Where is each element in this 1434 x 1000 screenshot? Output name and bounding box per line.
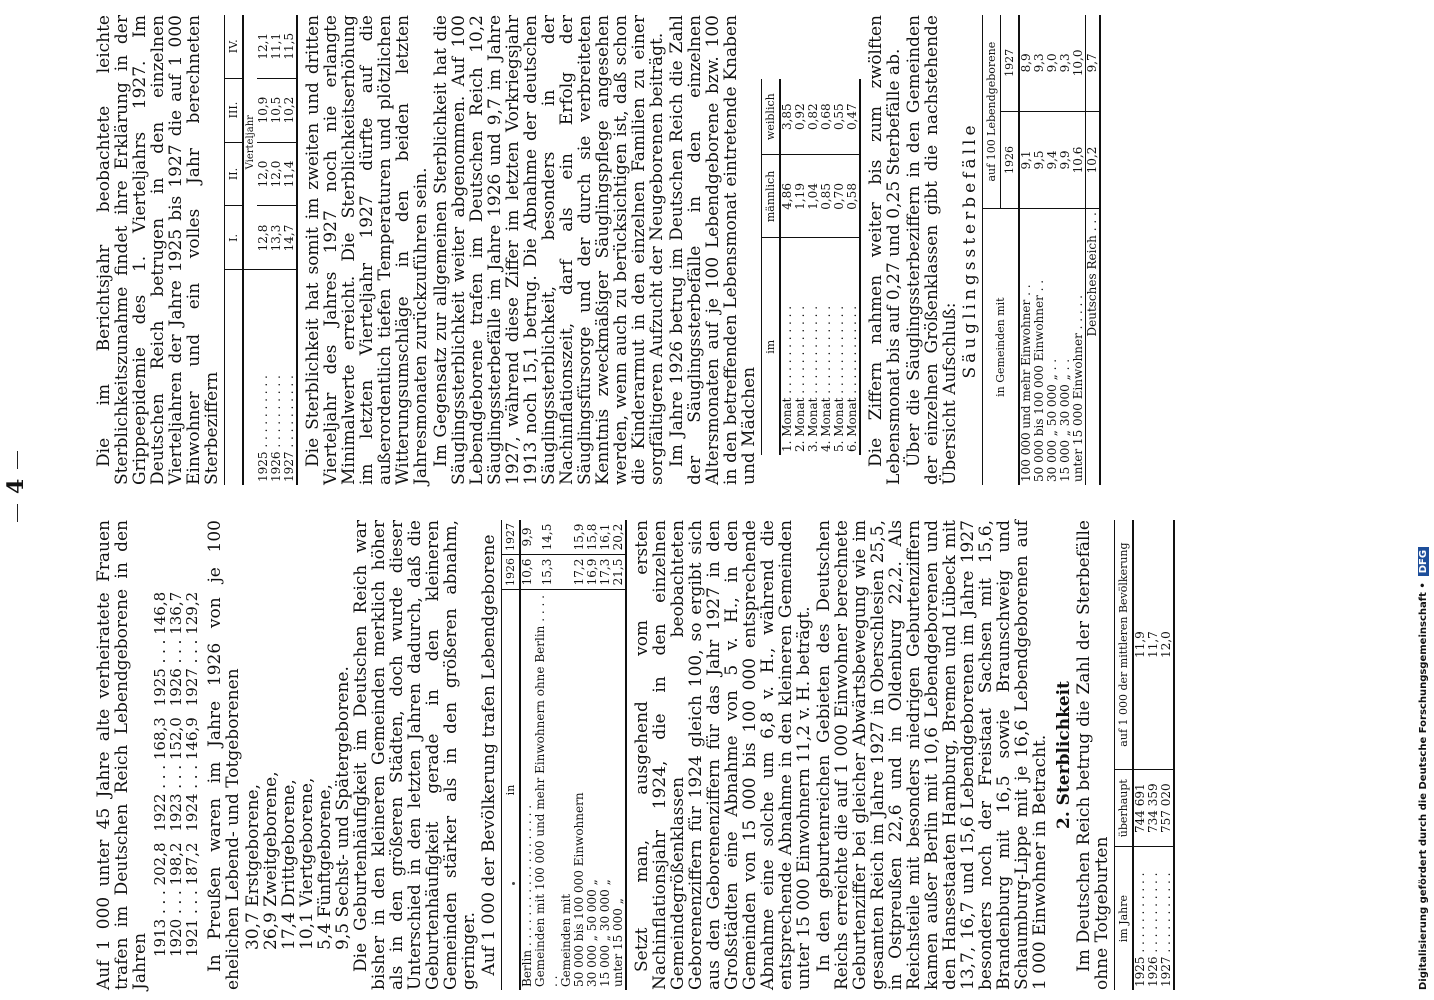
deaths-table: im Jahre überhaupt auf 1 000 der mittleren Bevölkerung 1925 . . . . . . . . . . . 744 691 11,9 1926 . . . . . . . . . . . 734 359 11,7 1927 . . . . . . . . . . . 757 020 12,0 xyxy=(1114,520,1175,990)
paragraph: Auf 1 000 unter 45 Jahre alte verheiratete Frauen trafen im Deutschen Reich Lebendgeborene in den Jahren xyxy=(94,520,150,990)
table-row: 50 000 bis 100 000 Einwohnern 17,2 15,9 xyxy=(573,520,586,990)
table-row: 4. Monat . . . . . . . . . . . . 0,85 0,68 xyxy=(820,79,833,455)
section-heading: 2. Sterblichkeit xyxy=(1054,681,1074,829)
table-row: unter 15 000 „ 21,5 20,2 xyxy=(612,520,626,990)
table-row: 1920 . . . 198,2 1923 . . . 152,0 1926 . . . 136,7 xyxy=(167,591,185,957)
scan-speck xyxy=(512,882,515,885)
paragraph: Die im Berichtsjahr beobachtete leichte Sterblichkeitszunahme findet ihre Erklärung in der Grippeepidemie des 1. Vierteljahrs 1927. Im Deutschen Reich betrugen in den einzelnen Vierteljahren der Jahre 1925 bis 1927 die auf 1 000 Einwohner und ein volles Jahr berechneten Sterbeziffern xyxy=(94,15,222,485)
page-number: 4 xyxy=(3,441,29,532)
quarter-subheading: Vierteljahr xyxy=(243,15,257,270)
table-row: 1921 . . . 187,2 1924 . . . 146,9 1927 . . . 129,2 xyxy=(183,591,201,957)
paragraph: Setzt man, ausgehend vom ersten Nachinflationsjahr 1924, die in den einzelnen Gemeindegrößenklassen beobachteten Geborenenziffern für 1924 gleich 100, so ergibt sich aus den Geborenenziffern für das Jahr 1927 in den Großstädten eine Abnahme von 5 v. H., in den Gemeinden von 15 000 bis 100 000 entsprechende Abnahme eine solche um 6,8 v. H., während die entsprechende Abnahme in den kleineren Gemeinden unter 15 000 Einwohnern 11,2 v. H. beträgt. xyxy=(632,520,814,990)
table-row: Gemeinden mit xyxy=(560,520,573,990)
list-item: 26,9 Zweitgeborene, xyxy=(261,771,281,950)
list-item: 9,5 Sechst- und Spätergeborene. xyxy=(333,666,353,950)
table-row: 2. Monat . . . . . . . . . . . . 1,19 0,92 xyxy=(794,79,807,455)
table-row: 50 000 bis 100 000 Einwohner . . 9,5 9,3 xyxy=(1033,15,1046,485)
births-by-size-table: in 1926 1927 Berlin . . . . . . . . . . . . . . . . . . . 10,6 9,9 Gemeinden mit 100 000 und mehr Einwohnern ohne Berlin . . . . . . 15,3 14,5 Gemeinden mit 50 000 bis 100 000 Einwohnern 17,2 15,9 30 000 „ 50 000 „ 16,9 15,8 15 000 „ 30 000 „ 17,3 16,1 unter 15 000 „ 21,5 20,2 xyxy=(501,520,627,990)
list-item: 17,4 Drittgeborene, xyxy=(279,779,299,950)
table-row: 1926 . . . . . . . . . . . 734 359 11,7 xyxy=(1147,520,1160,990)
quarterly-death-rate-table: I. II. III. IV. Vierteljahr 1925 . . . . . . . . . . 12,8 12,0 10,9 12,1 1926 . . . . . . . . . . 13,3 12,0 10,5 11,1 1927 . . . . . . . . . . 14,7 11,4 10,2 11,5 xyxy=(224,15,298,485)
table-title: Auf 1 000 der Bevölkerung trafen Lebendgeborene xyxy=(479,534,499,976)
table-row: 100 000 und mehr Einwohner . . 9,1 8,9 xyxy=(1019,15,1033,485)
left-column xyxy=(95,520,1181,990)
paragraph: Die Ziffern nahmen weiter bis zum zwölften Lebensmonat bis auf 0,27 und 0,25 Sterbefälle ab. xyxy=(866,15,904,485)
table-row: 1925 . . . . . . . . . . . 744 691 11,9 xyxy=(1133,520,1147,990)
table-row: 1927 . . . . . . . . . . . 757 020 12,0 xyxy=(1160,520,1174,990)
infant-mortality-size-table: in Gemeinden mit auf 100 Lebendgeborene 1926 1927 100 000 und mehr Einwohner . . 9,1 8,9 50 000 bis 100 000 Einwohner . . 9,5 9,3 30 000 „ 50 000 „ . . 9,4 9,0 15 000 „ 30 000 „ . . 9,9 9,3 unter 15 000 Einwohner . . . . . 10,6 10,0 Deutsches Reich . . . 10,2 9,7 xyxy=(982,15,1101,485)
paragraph: Im Deutschen Reich betrug die Zahl der Sterbefälle ohne Totgeburten xyxy=(1074,520,1112,990)
funding-text: Digitalisierung gefördert durch die Deutsche Forschungsgemeinschaft • xyxy=(1418,582,1429,990)
paragraph: In den geburtenreichen Gebieten des Deutschen Reichs erreichte die auf 1 000 Einwohner berechnete Geburtenziffer bei gleicher Abwärtsbewegung wie im gesamten Reich im Jahre 1927 in Oberschlesien 25,5, in Ostpreußen 22,6 und in Oldenburg 22,2. Als Reichsteile mit besonders niedrigen Geburtenziffern kamen außer Berlin mit 10,6 Lebendgeborenen und den Hansestaaten Hamburg, Bremen und Lübeck mit 13,7, 16,7 und 15,6 Lebendgeborenen im Jahre 1927 besonders noch der Freistaat Sachsen mit 15,6, Brandenburg mit 16,5 sowie Braunschweig und Schaumburg-Lippe mit je 16,6 Lebendgeborenen auf 1 000 Einwohner in Betracht. xyxy=(814,520,1050,990)
table-row: 6. Monat . . . . . . . . . . . . 0,58 0,47 xyxy=(846,79,860,455)
list-item: 5,4 Fünftgeborene, xyxy=(315,784,335,950)
paragraph: Die Geburtenhäufigkeit im Deutschen Reich war bisher in den kleineren Gemeinden merklich höher als in den größeren Städten, doch wurde dieser Unterschied in den letzten Jahren dadurch, daß die Geburtenhäufigkeit gerade in den kleineren Gemeinden stärker als in den größeren abnahm, geringer. xyxy=(351,520,479,990)
list-item: 30,7 Erstgeborene, xyxy=(243,783,263,950)
paragraph: Im Gegensatz zur allgemeinen Sterblichkeit hat die Säuglingssterblichkeit weiter abgenommen. Auf 100 Lebendgeborene trafen im Deutschen Reich 10,2 Säuglingssterbefälle im Jahre 1926 und 9,7 im Jahre 1927, während diese Ziffer im letzten Vorkriegsjahr 1913 noch 15,1 betrug. Die Abnahme der deutschen Säuglingssterblichkeit, besonders in der Nachinflationszeit, darf als ein Erfolg der Säuglingsfürsorge und der durch sie verbreiteten Kenntnis zweckmäßiger Säuglingspflege angesehen werden, wenn auch zu berücksichtigen ist, daß schon die Kinderarmut in den einzelnen Familien zu einer sorgfältigeren Aufzucht der Neugeborenen beiträgt. xyxy=(431,15,667,485)
table-row: Berlin . . . . . . . . . . . . . . . . . . . 10,6 9,9 xyxy=(520,520,534,990)
table-row: 3. Monat . . . . . . . . . . . . 1,04 0,82 xyxy=(807,79,820,455)
table-row: 1925 . . . . . . . . . . 12,8 12,0 10,9 12,1 xyxy=(257,15,270,485)
rotated-content xyxy=(3,10,1325,990)
table-row: 30 000 „ 50 000 „ 16,9 15,8 xyxy=(586,520,599,990)
paragraph: In Preußen waren im Jahre 1926 von je 100 ehelichen Lebend- und Totgeborenen xyxy=(205,520,243,990)
paragraph: Im Jahre 1926 betrug im Deutschen Reich die Zahl der Säuglingssterbefälle in den einzelnen Altersmonaten auf je 100 Lebendgeborene bzw. 100 in den betreffenden Lebensmonat eintretende Knaben und Mädchen xyxy=(667,15,759,485)
table-row: Gemeinden mit 100 000 und mehr Einwohnern ohne Berlin . . . . . . 15,3 14,5 xyxy=(534,520,560,990)
table-row: 1913 . . . 202,8 1922 . . . 168,3 1925 . . . 146,8 xyxy=(151,591,169,957)
table-row-total: Deutsches Reich . . . 10,2 9,7 xyxy=(1086,15,1101,485)
table-row: 1. Monat . . . . . . . . . . . . 4,86 3,85 xyxy=(780,79,794,455)
table-row: 30 000 „ 50 000 „ . . 9,4 9,0 xyxy=(1046,15,1059,485)
right-column xyxy=(95,15,1107,485)
table-row: 15 000 „ 30 000 „ 17,3 16,1 xyxy=(599,520,612,990)
dfg-logo: DFG xyxy=(1418,547,1429,576)
funding-notice xyxy=(1418,10,1432,990)
table-row: 1926 . . . . . . . . . . 13,3 12,0 10,5 11,1 xyxy=(270,15,283,485)
table-row: 1927 . . . . . . . . . . 14,7 11,4 10,2 11,5 xyxy=(283,15,297,485)
table-title: Säuglingssterbefälle xyxy=(960,121,980,379)
list-item: 10,1 Viertgeborene, xyxy=(297,777,317,950)
table-row: 15 000 „ 30 000 „ . . 9,9 9,3 xyxy=(1059,15,1072,485)
birth-order-list xyxy=(244,520,352,950)
birth-rate-years xyxy=(152,584,200,960)
infant-mortality-month-table: im männlich weiblich 1. Monat . . . . . . . . . . . . 4,86 3,85 2. Monat . . . . . . . . . . . . 1,19 0,92 3. Monat . . . . . . . . . . . . 1,04 0,82 4. Monat . . . . . . . . . . . . 0,85 0,68 5. Monat . . . . . . . . . . . . 0,70 0,55 6. Monat . . . . . . . . . . . . 0,58 0,47 xyxy=(761,79,861,455)
paragraph: Über die Säuglingssterbeziffern in den Gemeinden der einzelnen Größenklassen gibt die nachstehende Übersicht Aufschluß: xyxy=(904,15,960,485)
table-row: unter 15 000 Einwohner . . . . . 10,6 10,0 xyxy=(1072,15,1086,485)
table-row: 5. Monat . . . . . . . . . . . . 0,70 0,55 xyxy=(833,79,846,455)
paragraph: Die Sterblichkeit hat somit im zweiten und dritten Vierteljahr des Jahres 1927 noch nie erlangte Minimalwerte erreicht. Die Sterblichkeitserhöhung im letzten Vierteljahr 1927 dürfte auf die außerordentlich tiefen Temperaturen und plötzlichen Witterungsumschläge in den beiden letzten Jahresmonaten zurückzuführen sein. xyxy=(303,15,431,485)
